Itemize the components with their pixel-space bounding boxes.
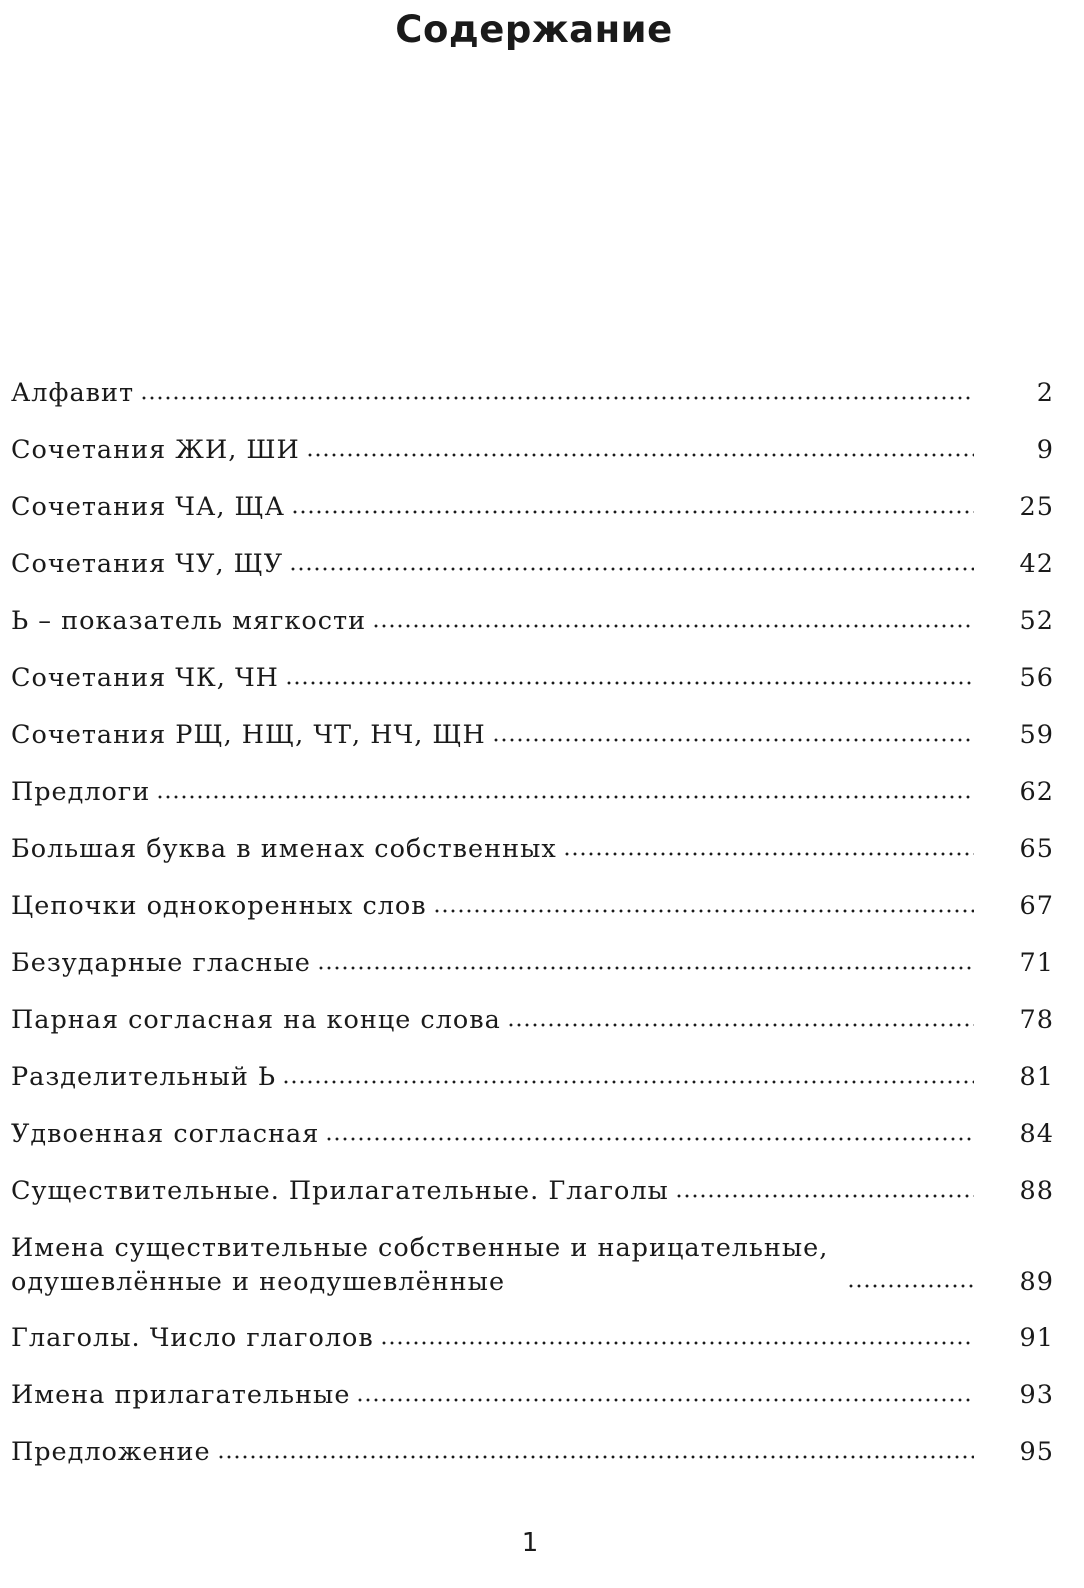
toc-entry-title: Имена существительные собственные и нарицательные, одушевлённые и неодушевлённые (11, 1233, 829, 1297)
toc-entry[interactable] (11, 775, 1054, 810)
toc-entry-title: Предложение (11, 1437, 211, 1467)
toc-entry[interactable] (11, 1060, 1054, 1095)
dot-leader (289, 565, 974, 573)
dot-leader (507, 1021, 974, 1029)
dot-leader (140, 394, 974, 402)
toc-entry-title: Цепочки однокоренных слов (11, 891, 427, 921)
toc-entry[interactable] (11, 1435, 1054, 1470)
toc-entry-page: 52 (1019, 606, 1054, 636)
dot-leader (217, 1453, 974, 1461)
toc-entry-page: 88 (1019, 1176, 1054, 1206)
table-of-contents (11, 376, 1054, 1492)
toc-entry-title: Предлоги (11, 777, 151, 807)
toc-entry[interactable] (11, 718, 1054, 753)
toc-entry[interactable] (11, 832, 1054, 867)
page-number: 1 (521, 1528, 539, 1558)
toc-entry-page: 91 (1019, 1323, 1054, 1353)
toc-entry-title: Сочетания ЖИ, ШИ (11, 435, 300, 465)
toc-entry-title: Сочетания ЧА, ЩА (11, 492, 285, 522)
toc-entry-title: Алфавит (11, 378, 135, 408)
toc-entry-title: Парная согласная на конце слова (11, 1005, 501, 1035)
toc-entry[interactable] (11, 1117, 1054, 1152)
dot-leader (317, 964, 974, 972)
toc-entry-title: Разделительный Ь (11, 1062, 277, 1092)
toc-entry[interactable] (11, 889, 1054, 924)
toc-entry[interactable] (11, 376, 1054, 411)
toc-entry-page: 56 (1019, 663, 1054, 693)
toc-entry-page: 84 (1019, 1119, 1054, 1149)
toc-entry[interactable] (11, 946, 1054, 981)
toc-entry[interactable] (11, 547, 1054, 582)
toc-entry-title: Глаголы. Число глаголов (11, 1323, 374, 1353)
toc-entry-page: 93 (1019, 1380, 1054, 1410)
toc-entry[interactable] (11, 433, 1054, 468)
toc-entry-page: 95 (1019, 1437, 1054, 1467)
toc-entry[interactable] (11, 1378, 1054, 1413)
toc-entry-page: 59 (1019, 720, 1054, 750)
toc-entry-page: 25 (1019, 492, 1054, 522)
toc-entry-title: Безударные гласные (11, 948, 311, 978)
toc-entry[interactable] (11, 661, 1054, 696)
toc-entry[interactable] (11, 1174, 1054, 1209)
toc-entry[interactable] (11, 1231, 1054, 1299)
page-title: Содержание (395, 8, 673, 51)
toc-entry-page: 67 (1019, 891, 1054, 921)
dot-leader (285, 679, 974, 687)
toc-entry[interactable] (11, 490, 1054, 525)
toc-entry-title: Существительные. Прилагательные. Глаголы (11, 1176, 669, 1206)
dot-leader (675, 1192, 974, 1200)
toc-entry[interactable] (11, 1003, 1054, 1038)
toc-entry-page: 2 (1036, 378, 1054, 408)
toc-entry-title: Ь – показатель мягкости (11, 606, 367, 636)
toc-entry[interactable] (11, 1321, 1054, 1356)
toc-entry-page: 65 (1019, 834, 1054, 864)
dot-leader (356, 1396, 974, 1404)
toc-entry-page: 42 (1019, 549, 1054, 579)
toc-entry-title: Удвоенная согласная (11, 1119, 320, 1149)
dot-leader (492, 736, 974, 744)
dot-leader (847, 1282, 974, 1290)
dot-leader (372, 622, 974, 630)
dot-leader (325, 1135, 974, 1143)
toc-entry-page: 71 (1019, 948, 1054, 978)
toc-entry-title: Большая буква в именах собственных (11, 834, 557, 864)
toc-entry-page: 9 (1036, 435, 1054, 465)
dot-leader (380, 1339, 974, 1347)
toc-entry-title: Сочетания ЧК, ЧН (11, 663, 279, 693)
toc-entry-page: 78 (1019, 1005, 1054, 1035)
toc-entry-page: 62 (1019, 777, 1054, 807)
toc-entry[interactable] (11, 604, 1054, 639)
dot-leader (306, 451, 974, 459)
dot-leader (563, 850, 974, 858)
dot-leader (282, 1078, 974, 1086)
toc-entry-page: 89 (1019, 1267, 1054, 1297)
dot-leader (291, 508, 974, 516)
toc-entry-page: 81 (1019, 1062, 1054, 1092)
dot-leader (433, 907, 974, 915)
toc-entry-title: Имена прилагательные (11, 1380, 351, 1410)
toc-entry-title: Сочетания РЩ, НЩ, ЧТ, НЧ, ЩН (11, 720, 486, 750)
toc-entry-title: Сочетания ЧУ, ЩУ (11, 549, 284, 579)
dot-leader (156, 793, 974, 801)
